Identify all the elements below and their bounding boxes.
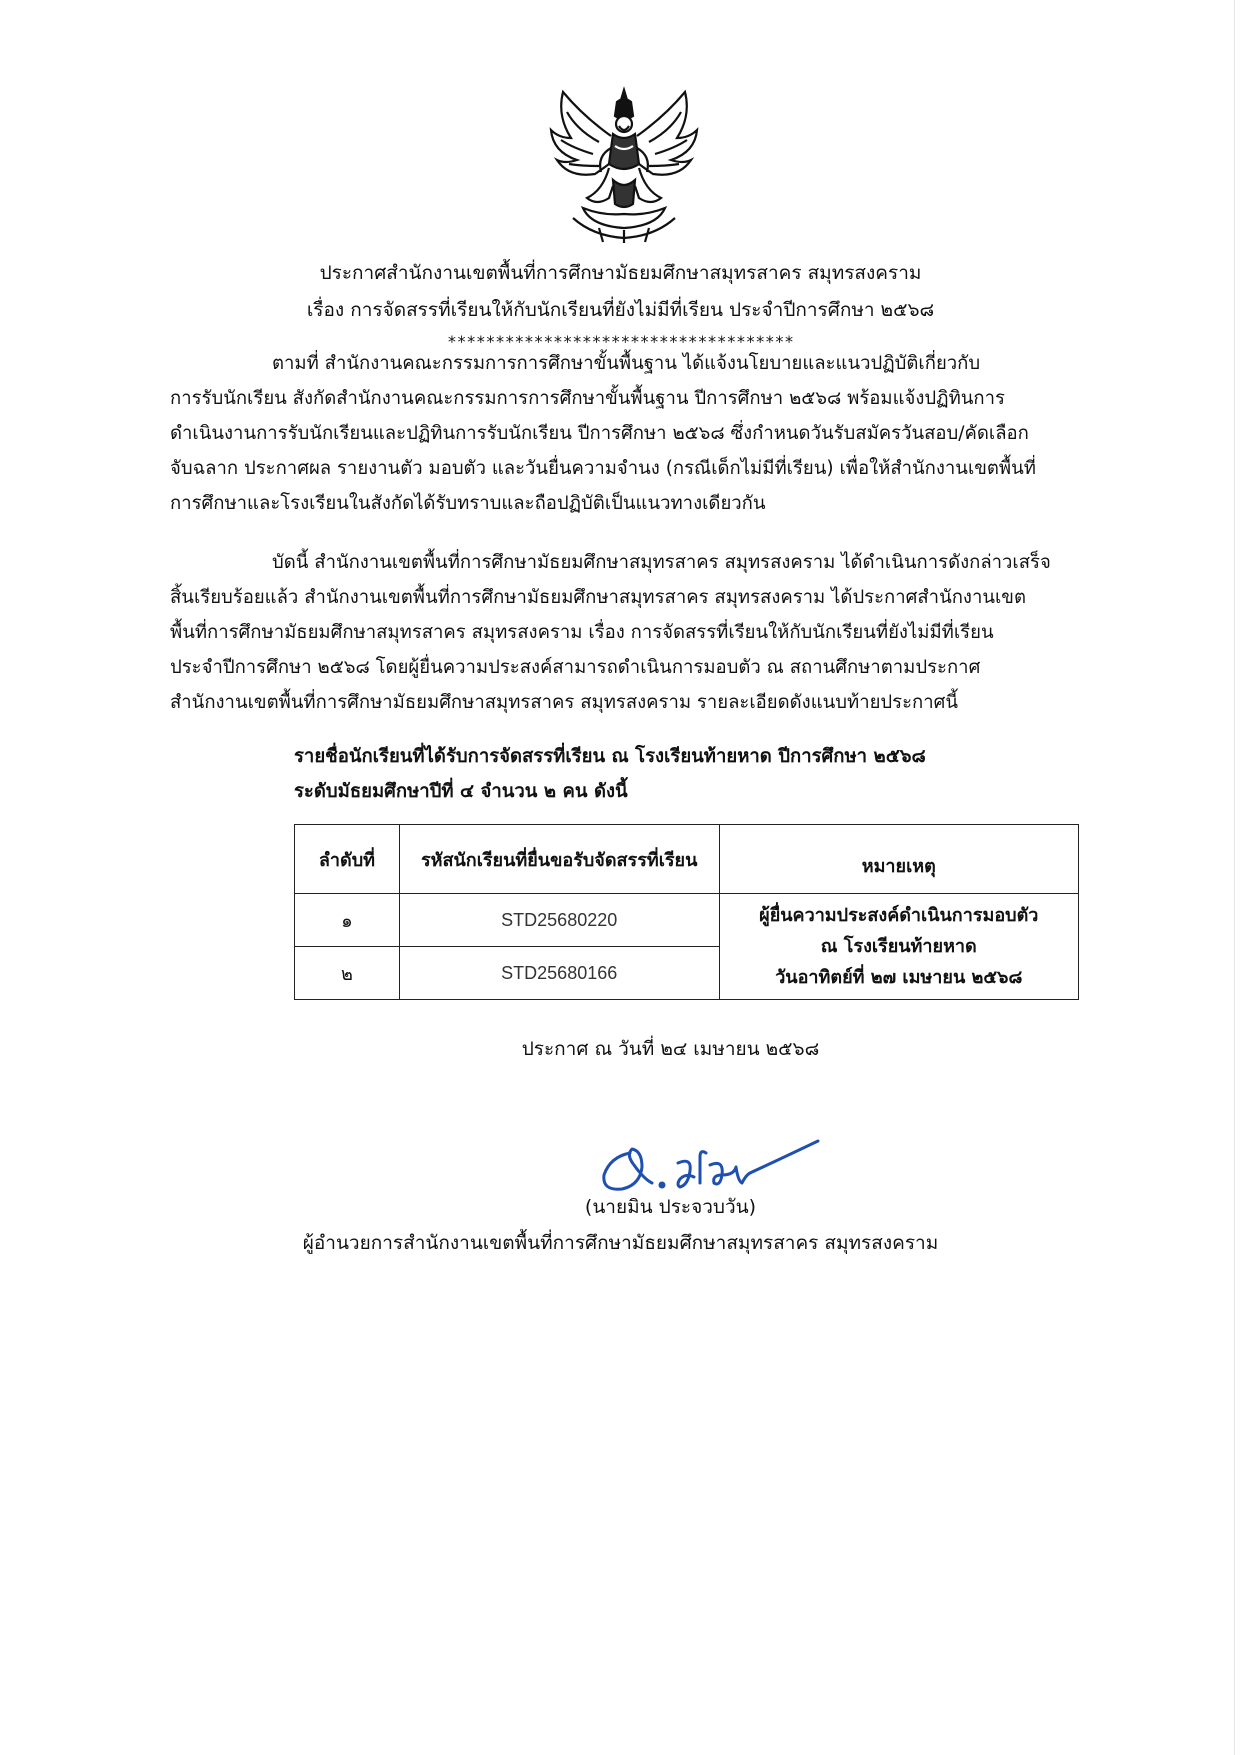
- announcement-title: ประกาศสำนักงานเขตพื้นที่การศึกษามัธยมศึกษาสมุทรสาคร สมุทรสงคราม: [319, 262, 922, 284]
- remark-line: วันอาทิตย์ที่ ๒๗ เมษายน ๒๕๖๘: [775, 967, 1023, 988]
- paragraph-line: การรับนักเรียน สังกัดสำนักงานคณะกรรมการการศึกษาขั้นพื้นฐาน ปีการศึกษา ๒๕๖๘ พร้อมแจ้งปฏิทินการ: [170, 388, 1005, 409]
- signature-icon: [596, 1135, 822, 1197]
- remark-line: ผู้ยื่นความประสงค์ดำเนินการมอบตัว: [759, 905, 1039, 926]
- row-student-code: STD25680220: [399, 894, 719, 947]
- header-student-code: รหัสนักเรียนที่ยื่นขอรับจัดสรรที่เรียน: [399, 825, 719, 894]
- paragraph-line: การศึกษาและโรงเรียนในสังกัดได้รับทราบและถือปฏิบัติเป็นแนวทางเดียวกัน: [170, 493, 766, 514]
- table-row: [295, 894, 1079, 947]
- announcement-date: ประกาศ ณ วันที่ ๒๔ เมษายน ๒๕๖๘: [521, 1038, 820, 1060]
- list-heading: รายชื่อนักเรียนที่ได้รับการจัดสรรที่เรียน ณ โรงเรียนท้ายหาด ปีการศึกษา ๒๕๖๘: [294, 746, 926, 767]
- list-subheading: ระดับมัธยมศึกษาปีที่ ๔ จำนวน ๒ คน ดังนี้: [294, 781, 628, 802]
- title-separator: ************************************: [447, 332, 794, 351]
- garuda-emblem-icon: [543, 86, 705, 244]
- paragraph-line: สำนักงานเขตพื้นที่การศึกษามัธยมศึกษาสมุทรสาคร สมุทรสงคราม รายละเอียดดังแนบท้ายประกาศนี้: [170, 692, 959, 713]
- allocation-table: [294, 824, 1079, 1000]
- paragraph-line: บัดนี้ สำนักงานเขตพื้นที่การศึกษามัธยมศึกษาสมุทรสาคร สมุทรสงคราม ได้ดำเนินการดังกล่าวเสร็จ: [272, 552, 1051, 573]
- paragraph-line: ดำเนินงานการรับนักเรียนและปฏิทินการรับนักเรียน ปีการศึกษา ๒๕๖๘ ซึ่งกำหนดวันรับสมัครวันสอบ/คัดเลือก: [170, 423, 1029, 444]
- signer-name: (นายมิน ประจวบวัน): [584, 1196, 757, 1218]
- paragraph-line: พื้นที่การศึกษามัธยมศึกษาสมุทรสาคร สมุทรสงคราม เรื่อง การจัดสรรที่เรียนให้กับนักเรียนที่ยังไม่มีที่เรียน: [170, 622, 994, 643]
- remark-line: ณ โรงเรียนท้ายหาด: [820, 936, 977, 957]
- row-order: ๑: [295, 894, 400, 947]
- header-order: ลำดับที่: [295, 825, 400, 894]
- signer-position: ผู้อำนวยการสำนักงานเขตพื้นที่การศึกษามัธยมศึกษาสมุทรสาคร สมุทรสงคราม: [302, 1232, 939, 1254]
- header-remark: หมายเหตุ: [719, 825, 1078, 894]
- announcement-subject: เรื่อง การจัดสรรที่เรียนให้กับนักเรียนที่ยังไม่มีที่เรียน ประจำปีการศึกษา ๒๕๖๘: [306, 299, 935, 321]
- paragraph-line: จับฉลาก ประกาศผล รายงานตัว มอบตัว และวันยื่นความจำนง (กรณีเด็กไม่มีที่เรียน) เพื่อให้สำนักงานเขตพื้นที่: [170, 458, 1036, 479]
- row-student-code: STD25680166: [399, 947, 719, 1000]
- row-order: ๒: [295, 947, 400, 1000]
- row-remark: [719, 894, 1078, 1000]
- paragraph-line: สิ้นเรียบร้อยแล้ว สำนักงานเขตพื้นที่การศึกษามัธยมศึกษาสมุทรสาคร สมุทรสงคราม ได้ประกาศสำนักงานเขต: [170, 587, 1026, 608]
- paragraph-line: ตามที่ สำนักงานคณะกรรมการการศึกษาขั้นพื้นฐาน ได้แจ้งนโยบายและแนวปฏิบัติเกี่ยวกับ: [272, 353, 981, 374]
- paragraph-line: ประจำปีการศึกษา ๒๕๖๘ โดยผู้ยื่นความประสงค์สามารถดำเนินการมอบตัว ณ สถานศึกษาตามประกาศ: [170, 657, 981, 678]
- table-header-row: [295, 825, 1079, 894]
